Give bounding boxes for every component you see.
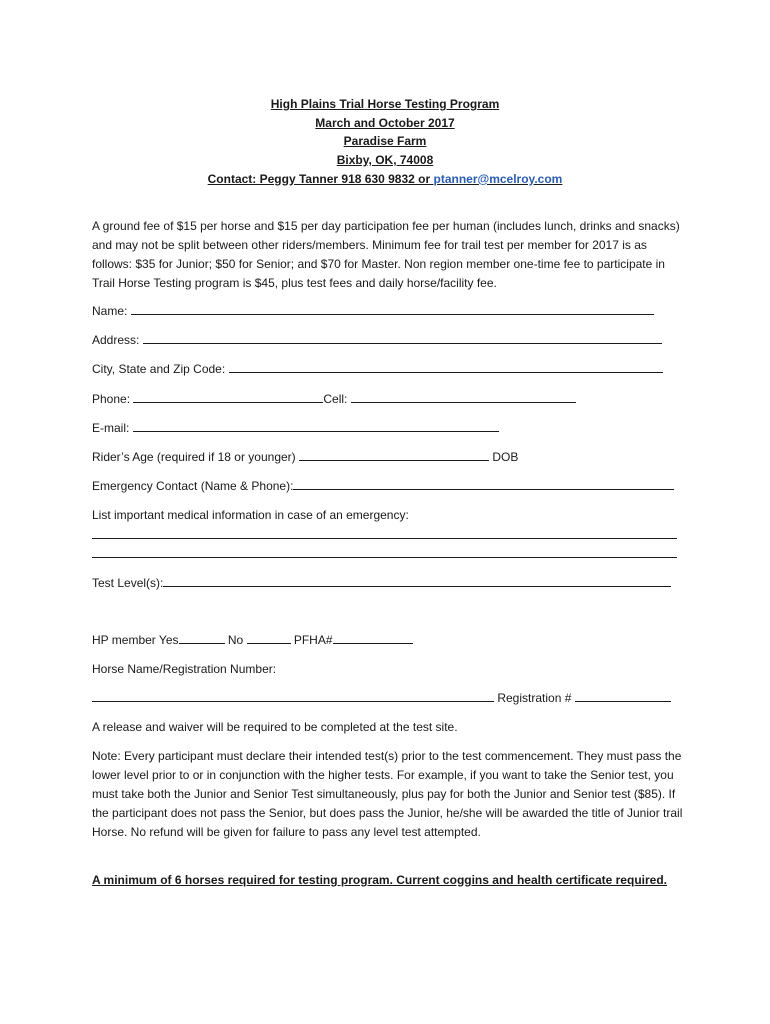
address-blank[interactable] <box>143 332 662 344</box>
horse-row <box>92 690 671 706</box>
registration-label: Registration # <box>494 691 575 705</box>
address-row <box>92 332 662 348</box>
city-label: City, State and Zip Code: <box>92 362 229 376</box>
note-paragraph: Note: Every participant must declare their intended test(s) prior to the test commencement. They must pass the lower level prior to or in conjunction with the higher tests. For example, if you want to take the Senior test, you must take both the Junior and Senior Test simultaneously, plus pay for both the Junior and Senior test ($85). If the participant does not pass the Senior, but does pass the Junior, he/she will be awarded the title of Junior trail Horse. No refund will be given for failure to pass any level test attempted. <box>92 749 683 839</box>
pfha-label: PFHA# <box>290 633 333 647</box>
emergency-blank[interactable] <box>293 478 674 490</box>
dob-label: DOB <box>489 450 519 464</box>
emergency-label: Emergency Contact (Name & Phone): <box>92 479 294 493</box>
phone-label: Phone: <box>92 392 134 406</box>
fee-paragraph: A ground fee of $15 per horse and $15 per day participation fee per human (includes lunch, drinks and snacks) and may not be split between other riders/members. Minimum fee for trail test per member for 2017 is as follows: $35 for Junior; $50 for Senior; and $70 for Master. Non region member one-time fee to participate in Trail Horse Testing program is $45, plus test fees and daily horse/facility fee. <box>92 219 680 290</box>
contact-line <box>0 170 770 189</box>
email-row <box>92 420 499 436</box>
medical-blank-2[interactable] <box>92 557 677 558</box>
program-location: Bixby, OK, 74008 <box>336 153 434 168</box>
phone-row <box>92 391 576 407</box>
hp-no-blank[interactable] <box>247 632 291 644</box>
contact-email-link[interactable]: ptanner@mcelroy.com <box>433 171 563 186</box>
email-label: E-mail: <box>92 421 133 435</box>
pfha-blank[interactable] <box>333 632 413 644</box>
cell-label: Cell: <box>323 392 351 406</box>
city-blank[interactable] <box>229 361 663 373</box>
program-title: High Plains Trial Horse Testing Program <box>270 97 500 111</box>
release-text: A release and waiver will be required to be completed at the test site. <box>92 720 458 734</box>
city-row <box>92 361 663 377</box>
hp-no-label: No <box>224 633 247 647</box>
test-level-label: Test Level(s): <box>92 576 164 590</box>
contact-text: Contact: Peggy Tanner 918 630 9832 or <box>207 171 434 186</box>
hp-yes-blank[interactable] <box>179 632 225 644</box>
name-label: Name: <box>92 304 131 318</box>
horse-name-blank[interactable] <box>92 690 494 702</box>
registration-blank[interactable] <box>575 690 671 702</box>
hp-member-label: HP member Yes <box>92 633 179 647</box>
membership-row <box>92 632 413 648</box>
horse-label: Horse Name/Registration Number: <box>92 662 277 676</box>
program-dates: March and October 2017 <box>315 115 455 130</box>
test-level-blank[interactable] <box>163 575 671 587</box>
test-level-row <box>92 575 671 591</box>
name-blank[interactable] <box>131 303 654 315</box>
age-row <box>92 449 518 465</box>
name-row <box>92 303 654 319</box>
requirement-notice: A minimum of 6 horses required for testing program. Current coggins and health certificate required. <box>92 873 667 887</box>
medical-blank-1[interactable] <box>92 538 677 539</box>
phone-blank[interactable] <box>133 391 323 403</box>
form-header <box>0 95 770 189</box>
address-label: Address: <box>92 333 143 347</box>
age-label: Rider’s Age (required if 18 or younger) <box>92 450 299 464</box>
medical-label: List important medical information in case of an emergency: <box>92 508 409 522</box>
program-venue: Paradise Farm <box>343 134 427 149</box>
cell-blank[interactable] <box>351 391 576 403</box>
emergency-row <box>92 478 674 494</box>
email-blank[interactable] <box>133 420 499 432</box>
age-blank[interactable] <box>299 449 489 461</box>
